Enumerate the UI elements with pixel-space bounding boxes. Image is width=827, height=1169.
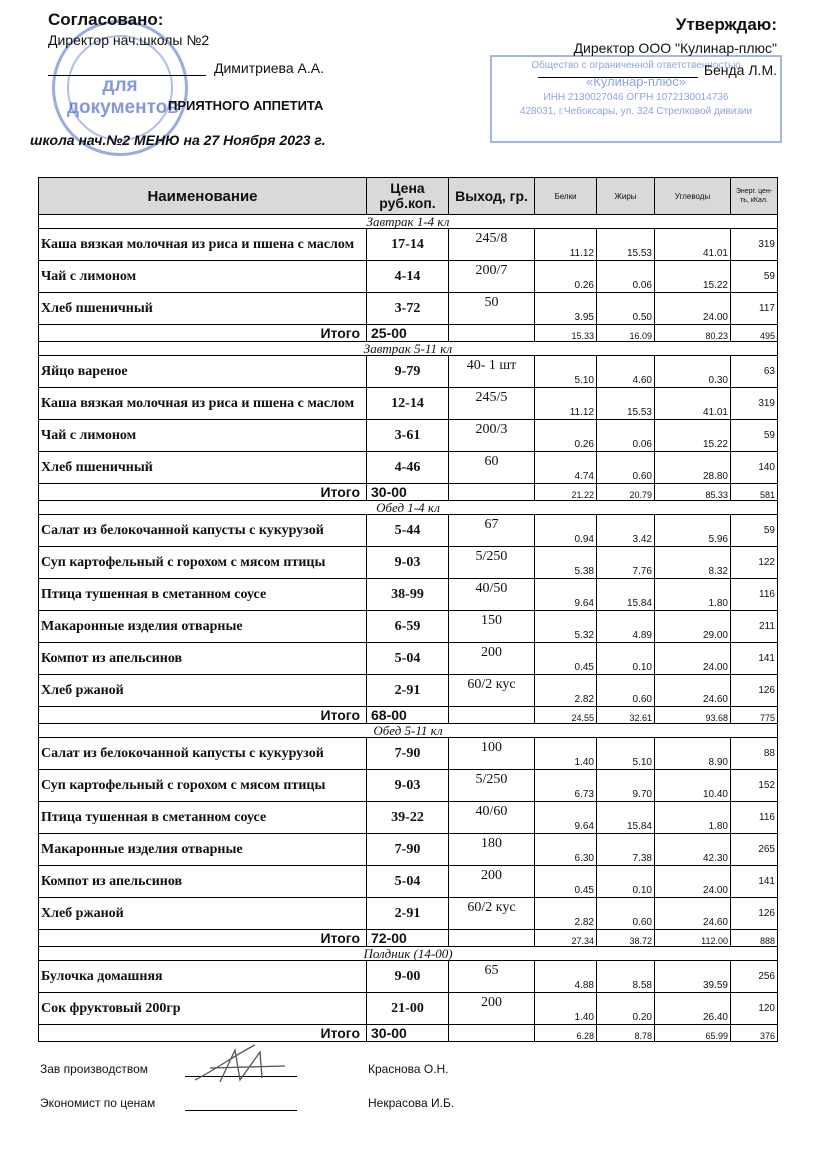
total-price: 30-00 <box>367 1025 449 1042</box>
approve-signature-line <box>538 77 698 78</box>
total-yield-empty <box>449 1025 535 1042</box>
stamp-word-1: для <box>102 75 138 96</box>
footer-row-2 <box>40 1096 455 1110</box>
stamp-word-2: документов <box>67 97 179 118</box>
footer-role-2: Экономист по ценам <box>40 1096 156 1110</box>
table-header-row <box>39 178 778 215</box>
total-yield-empty <box>449 707 535 724</box>
dish-yield: 67 <box>449 515 535 547</box>
dish-name: Макаронные изделия отварные <box>39 611 367 643</box>
dish-name: Каша вязкая молочная из риса и пшена с маслом <box>39 229 367 261</box>
approve-heading: Утверждаю: <box>675 15 777 34</box>
dish-price: 7-90 <box>367 834 449 866</box>
dish-protein: 4.88 <box>535 961 597 993</box>
dish-carbs: 8.90 <box>655 738 731 770</box>
footer-name-1: Краснова О.Н. <box>368 1062 449 1076</box>
total-protein: 6.28 <box>535 1025 597 1042</box>
dish-name: Птица тушенная в сметанном соусе <box>39 579 367 611</box>
dish-carbs: 42.30 <box>655 834 731 866</box>
dish-yield: 65 <box>449 961 535 993</box>
dish-price: 9-79 <box>367 356 449 388</box>
dish-protein: 0.94 <box>535 515 597 547</box>
dish-protein: 5.10 <box>535 356 597 388</box>
table-row <box>39 515 778 547</box>
total-protein: 24.55 <box>535 707 597 724</box>
dish-price: 3-61 <box>367 420 449 452</box>
dish-name: Компот из апельсинов <box>39 643 367 675</box>
dish-yield: 5/250 <box>449 547 535 579</box>
dish-carbs: 0.30 <box>655 356 731 388</box>
table-row <box>39 675 778 707</box>
table-row <box>39 261 778 293</box>
dish-kcal: 88 <box>731 738 778 770</box>
dish-carbs: 1.80 <box>655 802 731 834</box>
approve-name: Бенда Л.М. <box>703 62 777 78</box>
dish-price: 2-91 <box>367 675 449 707</box>
col-energy-header: Энерг. цен-ть, кКал. <box>731 178 778 215</box>
dish-kcal: 265 <box>731 834 778 866</box>
dish-carbs: 41.01 <box>655 388 731 420</box>
section-row <box>39 501 778 515</box>
table-row <box>39 611 778 643</box>
agreed-position: Директор нач.школы №2 <box>48 32 210 48</box>
dish-carbs: 26.40 <box>655 993 731 1025</box>
dish-price: 3-72 <box>367 293 449 325</box>
footer-signature-line-2 <box>185 1110 297 1111</box>
footer-row-1 <box>40 1062 449 1076</box>
total-price: 72-00 <box>367 930 449 947</box>
section-title: Обед 5-11 кл <box>39 724 778 738</box>
dish-kcal: 152 <box>731 770 778 802</box>
dish-carbs: 1.80 <box>655 579 731 611</box>
col-name-header: Наименование <box>39 178 367 215</box>
dish-fat: 0.60 <box>597 452 655 484</box>
dish-fat: 15.84 <box>597 802 655 834</box>
dish-kcal: 319 <box>731 388 778 420</box>
section-row <box>39 947 778 961</box>
dish-protein: 4.74 <box>535 452 597 484</box>
table-row <box>39 802 778 834</box>
section-row <box>39 342 778 356</box>
total-label: Итого <box>39 1025 367 1042</box>
dish-carbs: 24.60 <box>655 675 731 707</box>
dish-price: 39-22 <box>367 802 449 834</box>
dish-kcal: 59 <box>731 515 778 547</box>
dish-fat: 5.10 <box>597 738 655 770</box>
dish-yield: 50 <box>449 293 535 325</box>
section-title: Обед 1-4 кл <box>39 501 778 515</box>
total-row <box>39 1025 778 1042</box>
dish-yield: 60/2 кус <box>449 898 535 930</box>
table-row <box>39 898 778 930</box>
total-fat: 20.79 <box>597 484 655 501</box>
dish-fat: 0.06 <box>597 420 655 452</box>
dish-kcal: 319 <box>731 229 778 261</box>
total-kcal: 775 <box>731 707 778 724</box>
table-row <box>39 229 778 261</box>
dish-fat: 4.60 <box>597 356 655 388</box>
section-row <box>39 724 778 738</box>
dish-carbs: 8.32 <box>655 547 731 579</box>
dish-name: Салат из белокочанной капусты с кукурузой <box>39 738 367 770</box>
dish-fat: 7.38 <box>597 834 655 866</box>
total-fat: 38.72 <box>597 930 655 947</box>
dish-name: Чай с лимоном <box>39 261 367 293</box>
agreed-signature-line <box>48 75 206 76</box>
dish-yield: 180 <box>449 834 535 866</box>
dish-price: 17-14 <box>367 229 449 261</box>
dish-fat: 0.60 <box>597 898 655 930</box>
total-protein: 21.22 <box>535 484 597 501</box>
total-yield-empty <box>449 484 535 501</box>
dish-fat: 9.70 <box>597 770 655 802</box>
dish-yield: 245/5 <box>449 388 535 420</box>
table-row <box>39 961 778 993</box>
total-label: Итого <box>39 707 367 724</box>
dish-name: Птица тушенная в сметанном соусе <box>39 802 367 834</box>
dish-price: 21-00 <box>367 993 449 1025</box>
dish-price: 9-03 <box>367 770 449 802</box>
dish-protein: 6.73 <box>535 770 597 802</box>
dish-fat: 15.53 <box>597 229 655 261</box>
total-row <box>39 930 778 947</box>
dish-protein: 1.40 <box>535 738 597 770</box>
menu-table <box>38 177 778 1042</box>
stamp-line-3: ИНН 2130027046 ОГРН 1072130014736 <box>543 92 729 103</box>
table-row <box>39 738 778 770</box>
dish-carbs: 5.96 <box>655 515 731 547</box>
dish-kcal: 211 <box>731 611 778 643</box>
dish-name: Хлеб ржаной <box>39 898 367 930</box>
dish-kcal: 120 <box>731 993 778 1025</box>
section-title: Завтрак 5-11 кл <box>39 342 778 356</box>
dish-name: Яйцо вареное <box>39 356 367 388</box>
dish-protein: 2.82 <box>535 675 597 707</box>
section-title: Полдник (14-00) <box>39 947 778 961</box>
dish-yield: 200 <box>449 643 535 675</box>
total-fat: 8.78 <box>597 1025 655 1042</box>
dish-yield: 200 <box>449 993 535 1025</box>
total-price: 30-00 <box>367 484 449 501</box>
dish-fat: 15.84 <box>597 579 655 611</box>
table-row <box>39 293 778 325</box>
total-row <box>39 325 778 342</box>
dish-name: Булочка домашняя <box>39 961 367 993</box>
approve-block <box>457 15 777 78</box>
agreed-block <box>48 10 368 76</box>
dish-kcal: 141 <box>731 643 778 675</box>
dish-carbs: 24.00 <box>655 643 731 675</box>
dish-yield: 5/250 <box>449 770 535 802</box>
total-label: Итого <box>39 930 367 947</box>
dish-protein: 0.26 <box>535 420 597 452</box>
dish-fat: 15.53 <box>597 388 655 420</box>
dish-yield: 100 <box>449 738 535 770</box>
table-row <box>39 579 778 611</box>
table-row <box>39 356 778 388</box>
dish-name: Компот из апельсинов <box>39 866 367 898</box>
dish-carbs: 15.22 <box>655 420 731 452</box>
dish-name: Каша вязкая молочная из риса и пшена с маслом <box>39 388 367 420</box>
dish-kcal: 256 <box>731 961 778 993</box>
dish-name: Суп картофельный с горохом с мясом птицы <box>39 770 367 802</box>
dish-name: Салат из белокочанной капусты с кукурузой <box>39 515 367 547</box>
total-row <box>39 707 778 724</box>
col-protein-header: Белки <box>535 178 597 215</box>
dish-kcal: 63 <box>731 356 778 388</box>
footer-name-2: Некрасова И.Б. <box>368 1096 455 1110</box>
total-carbs: 112.00 <box>655 930 731 947</box>
table-row <box>39 834 778 866</box>
total-yield-empty <box>449 930 535 947</box>
dish-kcal: 122 <box>731 547 778 579</box>
dish-fat: 0.06 <box>597 261 655 293</box>
dish-protein: 9.64 <box>535 579 597 611</box>
dish-protein: 2.82 <box>535 898 597 930</box>
col-fat-header: Жиры <box>597 178 655 215</box>
dish-fat: 0.10 <box>597 643 655 675</box>
dish-price: 5-44 <box>367 515 449 547</box>
table-row <box>39 866 778 898</box>
total-yield-empty <box>449 325 535 342</box>
col-carbs-header: Углеводы <box>655 178 731 215</box>
table-row <box>39 452 778 484</box>
total-label: Итого <box>39 325 367 342</box>
total-carbs: 93.68 <box>655 707 731 724</box>
slogan: ПРИЯТНОГО АППЕТИТА <box>168 98 324 113</box>
dish-name: Хлеб пшеничный <box>39 293 367 325</box>
dish-name: Суп картофельный с горохом с мясом птицы <box>39 547 367 579</box>
dish-yield: 60 <box>449 452 535 484</box>
dish-protein: 1.40 <box>535 993 597 1025</box>
total-fat: 32.61 <box>597 707 655 724</box>
total-kcal: 495 <box>731 325 778 342</box>
dish-kcal: 140 <box>731 452 778 484</box>
dish-price: 38-99 <box>367 579 449 611</box>
dish-protein: 5.32 <box>535 611 597 643</box>
dish-carbs: 28.80 <box>655 452 731 484</box>
dish-carbs: 24.60 <box>655 898 731 930</box>
total-price: 25-00 <box>367 325 449 342</box>
dish-fat: 0.60 <box>597 675 655 707</box>
total-kcal: 888 <box>731 930 778 947</box>
dish-carbs: 29.00 <box>655 611 731 643</box>
dish-protein: 3.95 <box>535 293 597 325</box>
total-carbs: 65.99 <box>655 1025 731 1042</box>
total-protein: 15.33 <box>535 325 597 342</box>
dish-kcal: 126 <box>731 898 778 930</box>
section-title: Завтрак 1-4 кл <box>39 215 778 229</box>
dish-fat: 0.10 <box>597 866 655 898</box>
dish-fat: 4.89 <box>597 611 655 643</box>
dish-protein: 0.26 <box>535 261 597 293</box>
dish-yield: 40/50 <box>449 579 535 611</box>
total-kcal: 581 <box>731 484 778 501</box>
dish-kcal: 117 <box>731 293 778 325</box>
dish-kcal: 59 <box>731 420 778 452</box>
total-carbs: 85.33 <box>655 484 731 501</box>
dish-yield: 60/2 кус <box>449 675 535 707</box>
total-kcal: 376 <box>731 1025 778 1042</box>
total-row <box>39 484 778 501</box>
dish-carbs: 41.01 <box>655 229 731 261</box>
dish-fat: 8.58 <box>597 961 655 993</box>
total-label: Итого <box>39 484 367 501</box>
dish-fat: 0.20 <box>597 993 655 1025</box>
dish-carbs: 15.22 <box>655 261 731 293</box>
section-row <box>39 215 778 229</box>
footer-role-1: Зав производством <box>40 1062 148 1076</box>
dish-name: Чай с лимоном <box>39 420 367 452</box>
dish-yield: 40- 1 шт <box>449 356 535 388</box>
approve-position: Директор ООО "Кулинар-плюс" <box>573 40 777 56</box>
dish-protein: 6.30 <box>535 834 597 866</box>
dish-protein: 9.64 <box>535 802 597 834</box>
table-row <box>39 770 778 802</box>
dish-kcal: 116 <box>731 802 778 834</box>
total-protein: 27.34 <box>535 930 597 947</box>
dish-protein: 11.12 <box>535 388 597 420</box>
dish-price: 5-04 <box>367 866 449 898</box>
dish-yield: 200/7 <box>449 261 535 293</box>
table-row <box>39 420 778 452</box>
dish-name: Макаронные изделия отварные <box>39 834 367 866</box>
dish-price: 9-00 <box>367 961 449 993</box>
dish-yield: 200 <box>449 866 535 898</box>
dish-price: 6-59 <box>367 611 449 643</box>
total-fat: 16.09 <box>597 325 655 342</box>
dish-carbs: 10.40 <box>655 770 731 802</box>
dish-carbs: 24.00 <box>655 866 731 898</box>
dish-fat: 3.42 <box>597 515 655 547</box>
dish-protein: 0.45 <box>535 866 597 898</box>
stamp-line-2: «Кулинар-плюс» <box>586 74 686 89</box>
handwritten-signature <box>190 1040 290 1090</box>
dish-carbs: 24.00 <box>655 293 731 325</box>
agreed-name: Димитриева А.А. <box>214 60 324 76</box>
dish-price: 9-03 <box>367 547 449 579</box>
dish-price: 2-91 <box>367 898 449 930</box>
dish-carbs: 39.59 <box>655 961 731 993</box>
col-yield-header: Выход, гр. <box>449 178 535 215</box>
menu-title: школа нач.№2 МЕНЮ на 27 Ноября 2023 г. <box>30 132 326 148</box>
dish-protein: 5.38 <box>535 547 597 579</box>
dish-name: Сок фруктовый 200гр <box>39 993 367 1025</box>
dish-price: 4-14 <box>367 261 449 293</box>
dish-price: 5-04 <box>367 643 449 675</box>
dish-protein: 11.12 <box>535 229 597 261</box>
total-price: 68-00 <box>367 707 449 724</box>
dish-fat: 0.50 <box>597 293 655 325</box>
stamp-line-4: 428031, г.Чебоксары, ул. 324 Стрелковой дивизии <box>519 106 753 117</box>
stamp-line-1: Общество с ограниченной ответственностью <box>531 60 741 71</box>
table-row <box>39 993 778 1025</box>
dish-kcal: 126 <box>731 675 778 707</box>
dish-price: 4-46 <box>367 452 449 484</box>
dish-kcal: 116 <box>731 579 778 611</box>
dish-fat: 7.76 <box>597 547 655 579</box>
dish-yield: 245/8 <box>449 229 535 261</box>
dish-name: Хлеб пшеничный <box>39 452 367 484</box>
dish-kcal: 59 <box>731 261 778 293</box>
dish-yield: 40/60 <box>449 802 535 834</box>
agreed-heading: Согласовано: <box>48 10 164 29</box>
dish-kcal: 141 <box>731 866 778 898</box>
table-row <box>39 643 778 675</box>
col-price-header: Цена руб.коп. <box>367 178 449 215</box>
dish-price: 7-90 <box>367 738 449 770</box>
table-row <box>39 388 778 420</box>
dish-name: Хлеб ржаной <box>39 675 367 707</box>
total-carbs: 80.23 <box>655 325 731 342</box>
table-row <box>39 547 778 579</box>
dish-yield: 150 <box>449 611 535 643</box>
dish-price: 12-14 <box>367 388 449 420</box>
dish-protein: 0.45 <box>535 643 597 675</box>
dish-yield: 200/3 <box>449 420 535 452</box>
